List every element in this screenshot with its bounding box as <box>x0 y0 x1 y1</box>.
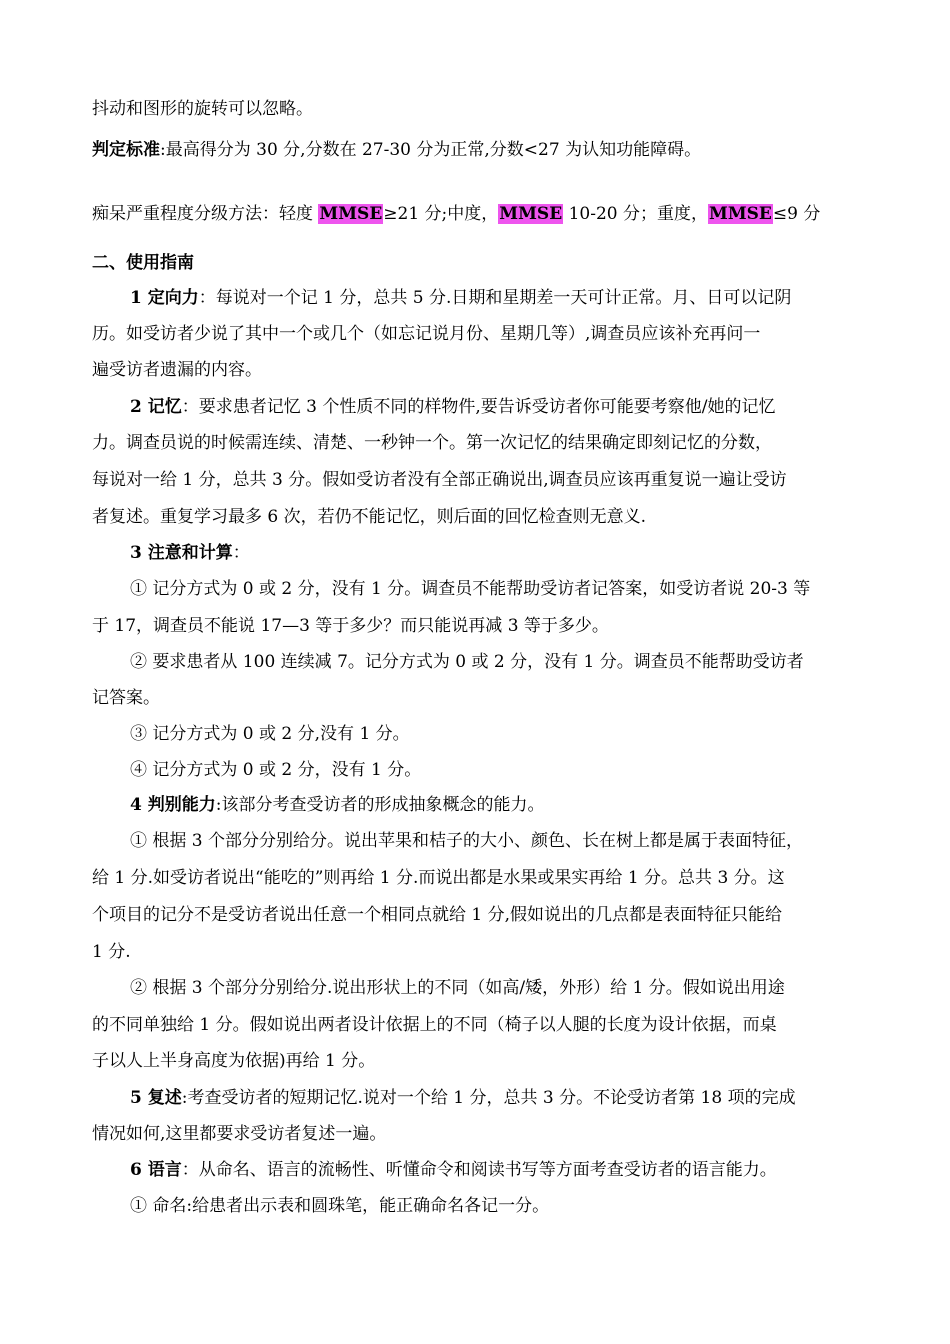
s4-item-1c: 个项目的记分不是受访者说出任意一个相同点就给 1 分,假如说出的几点都是表面特征只能给 <box>92 905 783 925</box>
s4-item-1a: ① 根据 3 个部分分别给分。说出苹果和桔子的大小、颜色、长在树上都是属于表面特征， <box>130 831 804 851</box>
severity-mild: ≥21 分;中度， <box>383 204 499 224</box>
severity-moderate: 10-20 分；重度， <box>563 204 708 224</box>
s3-label: 3 注意和计算 <box>130 543 233 563</box>
s2-line-1 <box>130 396 872 420</box>
s5-line-1 <box>130 1087 872 1111</box>
section-title <box>92 252 872 276</box>
s2-line-4: 者复述。重复学习最多 6 次，若仍不能记忆，则后面的回忆检查则无意义. <box>92 507 647 527</box>
mmse-highlight: MMSE <box>499 204 563 224</box>
mmse-highlight: MMSE <box>319 204 383 224</box>
s3-heading <box>130 542 872 566</box>
s3-item-1a: ① 记分方式为 0 或 2 分，没有 1 分。调查员不能帮助受访者记答案，如受访者说 20-3 等 <box>130 579 811 599</box>
intro-line: 抖动和图形的旋转可以忽略。 <box>92 99 313 119</box>
s2-label: 2 记忆 <box>130 397 182 417</box>
s2-text-1: ：要求患者记忆 3 个性质不同的样物件,要告诉受访者你可能要考察他/她的记忆 <box>181 397 776 417</box>
s4-line-1 <box>130 794 872 818</box>
mmse-highlight: MMSE <box>709 204 772 224</box>
s4-item-2b: 的不同单独给 1 分。假如说出两者设计依据上的不同（椅子以人腿的长度为设计依据，而桌 <box>92 1015 777 1035</box>
s6-line-1 <box>130 1159 872 1183</box>
s5-line-2: 情况如何,这里都要求受访者复述一遍。 <box>92 1124 387 1144</box>
s5-text-1: :考查受访者的短期记忆.说对一个给 1 分，总共 3 分。不论受访者第 18 项的完成 <box>181 1088 796 1108</box>
s3-item-2a: ② 要求患者从 100 连续减 7。记分方式为 0 或 2 分，没有 1 分。调查员不能帮助受访者 <box>130 652 804 672</box>
s4-item-1d: 1 分. <box>92 942 131 962</box>
s3-item-1b: 于 17，调查员不能说 17—3 等于多少？而只能说再减 3 等于多少。 <box>92 616 609 636</box>
severity-prefix: 痴呆严重程度分级方法：轻度 <box>92 204 319 224</box>
s1-label: 1 定向力 <box>130 288 199 308</box>
s2-line-2: 力。调查员说的时候需连续、清楚、一秒钟一个。第一次记忆的结果确定即刻记忆的分数， <box>92 433 772 453</box>
s1-line-2: 历。如受访者少说了其中一个或几个（如忘记说月份、星期几等）,调查员应该补充再问一 <box>92 324 761 344</box>
s4-item-2a: ② 根据 3 个部分分别给分.说出形状上的不同（如高/矮，外形）给 1 分。假如说出用途 <box>130 978 785 998</box>
s1-line-1 <box>130 287 872 311</box>
s5-label: 5 复述 <box>130 1088 182 1108</box>
s3-item-2b: 记答案。 <box>92 688 160 708</box>
severity-line <box>92 203 872 227</box>
s3-item-4: ④ 记分方式为 0 或 2 分，没有 1 分。 <box>130 760 422 780</box>
s3-colon: ： <box>232 543 250 563</box>
criteria-line <box>92 139 872 163</box>
s6-text-1: ：从命名、语言的流畅性、听懂命令和阅读书写等方面考查受访者的语言能力。 <box>181 1160 777 1180</box>
s2-line-3: 每说对一给 1 分，总共 3 分。假如受访者没有全部正确说出,调查员应该再重复说一遍让受访 <box>92 470 787 490</box>
s4-label: 4 判别能力 <box>130 795 216 815</box>
s1-text-1: ：每说对一个记 1 分，总共 5 分.日期和星期差一天可计正常。月、日可以记阴 <box>198 288 792 308</box>
s6-label: 6 语言 <box>130 1160 182 1180</box>
s6-item-1: ① 命名:给患者出示表和圆珠笔，能正确命名各记一分。 <box>130 1196 550 1216</box>
criteria-label: 判定标准 <box>92 140 160 160</box>
criteria-text: :最高得分为 30 分,分数在 27-30 分为正常,分数<27 为认知功能障碍。 <box>160 140 702 160</box>
s1-line-3: 遍受访者遗漏的内容。 <box>92 360 262 380</box>
s4-text-1: :该部分考查受访者的形成抽象概念的能力。 <box>215 795 545 815</box>
s4-item-2c: 子以人上半身高度为依据)再给 1 分。 <box>92 1051 376 1071</box>
s4-item-1b: 给 1 分.如受访者说出“能吃的”则再给 1 分.而说出都是水果或果实再给 1 分。总共 3 分。这 <box>92 868 785 888</box>
severity-severe: ≤9 分 <box>772 204 821 224</box>
s3-item-3: ③ 记分方式为 0 或 2 分,没有 1 分。 <box>130 724 410 744</box>
section-title-text: 二、使用指南 <box>92 253 194 273</box>
